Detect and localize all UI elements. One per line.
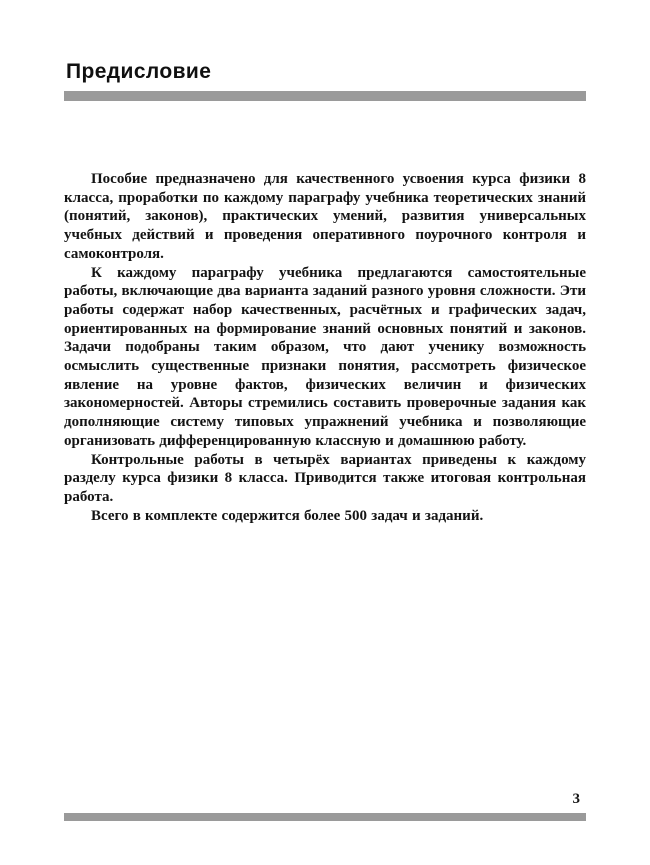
page-title: Предисловие (66, 60, 212, 83)
title-divider (64, 91, 586, 101)
paragraph-intro: Пособие предназначено для качественного усвоения курса физики 8 класса, проработки по каждому параграфу учебника теоретических знаний (понятий, законов), практических умений, развития универсальных учебных действий и проведения оперативного поурочного контроля и самоконтроля. (64, 171, 586, 262)
footer-divider (64, 813, 586, 821)
paragraph-independent-works: К каждому параграфу учебника предлагаются самостоятельные работы, включающие два варианта заданий разного уровня сложности. Эти работы содержат набор качественных, расчётных и графических задач, ориентированных на формирование знаний основных понятий и законов. Задачи подобраны таким образом, что дают ученику возможность осмыслить существенные признаки понятия, рассмотреть физическое явление на уровне фактов, физических величин и физических закономерностей. Авторы стремились составить проверочные задания как дополняющие систему типовых упражнений учебника и позволяющие организовать дифференцированную классную и домашнюю работу. (64, 264, 586, 449)
page-header (64, 60, 586, 101)
preface-text (64, 170, 586, 525)
paragraph-control-works: Контрольные работы в четырёх вариантах приведены к каждому разделу курса физики 8 класса. Приводится также итоговая контрольная работа. (64, 451, 586, 505)
paragraph-total-tasks: Всего в комплекте содержится более 500 задач и заданий. (91, 507, 484, 524)
page-number: 3 (572, 791, 580, 807)
